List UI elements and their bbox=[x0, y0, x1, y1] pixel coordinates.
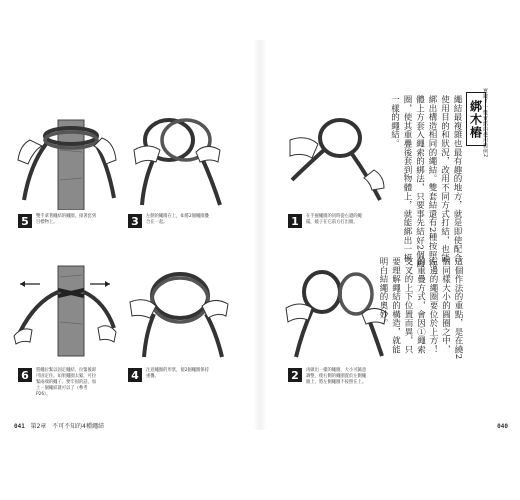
right-page-number: 040 bbox=[497, 423, 508, 430]
step-2-number: 2 bbox=[288, 368, 302, 382]
step-5-photo bbox=[10, 110, 120, 210]
left-page-number: 041 bbox=[14, 423, 25, 430]
step-1-photo bbox=[282, 110, 392, 210]
step-5 bbox=[18, 214, 100, 228]
step-5-text: 雙手拿著繩結的繩圈，接著套到目標物上。 bbox=[36, 214, 97, 225]
step-4 bbox=[128, 368, 210, 382]
step-3-photo bbox=[124, 110, 234, 210]
step-2 bbox=[288, 368, 370, 386]
section-title: 綁木樁 bbox=[468, 99, 483, 139]
step-6-text: 將繩拉緊以固定繩結，拉緊後即可固定住。如果繩圈太鬆，可拉緊兩端的繩子。要牢固的話，加上一個繩結就可以了（參考P26）。 bbox=[36, 368, 97, 397]
step-5-illustration bbox=[10, 110, 120, 210]
step-2-illustration bbox=[282, 262, 392, 362]
step-5-number: 5 bbox=[18, 214, 32, 228]
step-4-text: 注意繩圈的形狀，使2個繩圈保持重疊。 bbox=[146, 368, 209, 379]
body-paragraph-bottom: 這個作法的重點，是在繞2個同樣大小的圓圈之中，左邊的繩圈要位於上方！的重疊方式，會因①繩索交叉的上下位置而異，只要理解繩結的構造，就能明白結繩的奧妙。 bbox=[378, 257, 463, 360]
step-1 bbox=[288, 214, 370, 228]
step-2-photo bbox=[282, 262, 392, 362]
step-3-number: 3 bbox=[128, 214, 142, 228]
step-4-illustration bbox=[124, 262, 234, 362]
step-1-number: 1 bbox=[288, 214, 302, 228]
running-head: 實踐！一雙實結的使用範例2 bbox=[482, 88, 488, 158]
book-gutter bbox=[253, 40, 267, 430]
step-4-photo bbox=[124, 262, 234, 362]
step-6-number: 6 bbox=[18, 368, 32, 382]
body-paragraph-top: 繩結最複雜也最有趣的地方，就是即使配合使用目的和狀況，改用不同方式打結，也能綁出構造相同的繩結。雙套結還有2種按照物體上方套入繩索的綁法，只要事先結好2個圓圈，使其重疊後套到物體上，就能綁出一模一樣的繩結。 bbox=[389, 95, 462, 268]
chapter-title: 不可不知的4種繩結 bbox=[52, 423, 104, 430]
step-1-illustration bbox=[282, 110, 392, 210]
step-6-illustration bbox=[10, 262, 120, 362]
step-3-illustration bbox=[124, 110, 234, 210]
step-6-photo bbox=[10, 262, 120, 362]
step-3-text: 左側的繩圈在上，如將2個繩圈疊合在一起。 bbox=[146, 214, 209, 225]
section-title-box bbox=[466, 92, 486, 146]
step-2-text: 再做出一樣的繩圈，大小可隨意調整，使右側的繩圈置於左側繩圈上，將左側繩圈不按照在上。 bbox=[306, 368, 367, 385]
footer-left bbox=[14, 421, 104, 430]
step-4-number: 4 bbox=[128, 368, 142, 382]
step-6 bbox=[18, 368, 100, 398]
step-1-text: 在手握繩圈的同時從右邊的繩擺，繞子在它前方打出圈。 bbox=[306, 214, 362, 225]
step-3 bbox=[128, 214, 210, 228]
chapter-label: 第2章 bbox=[30, 423, 47, 430]
